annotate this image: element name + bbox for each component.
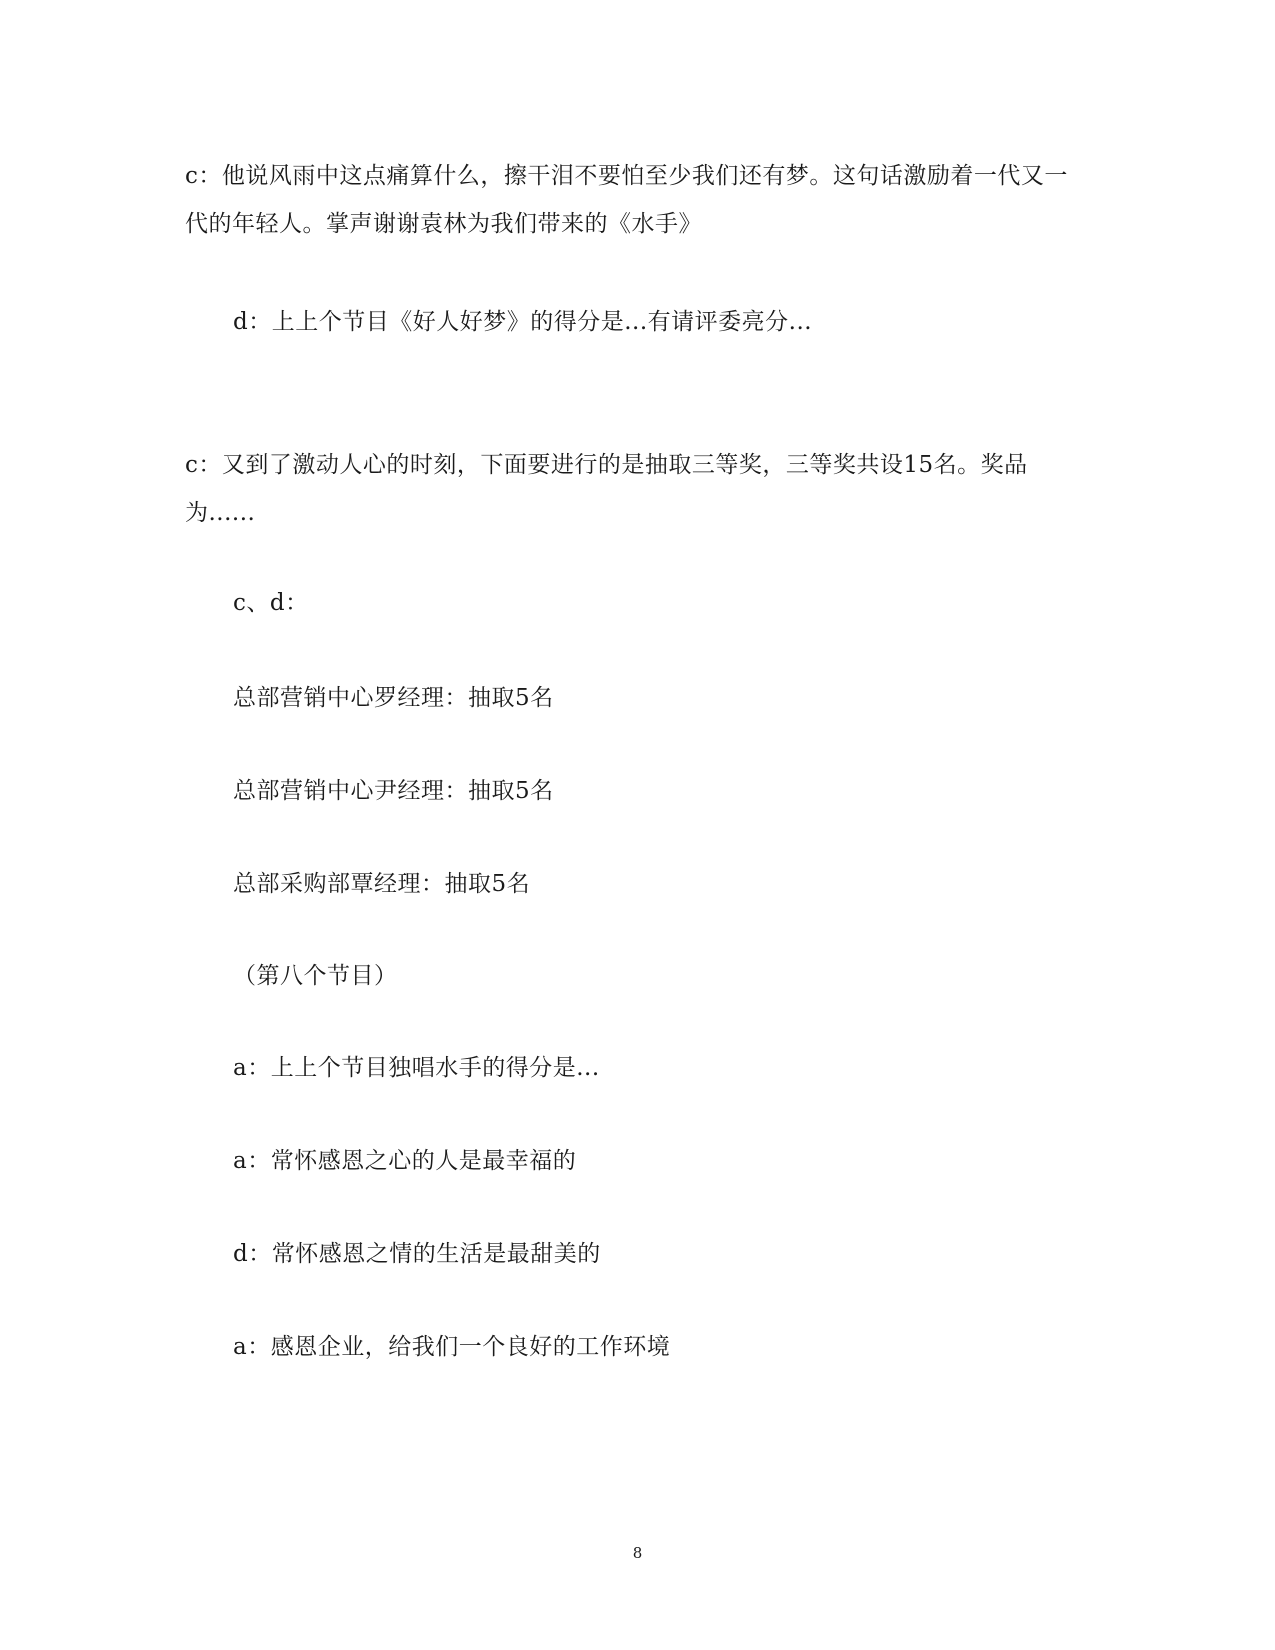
paragraph-a-gratitude-heart: a：常怀感恩之心的人是最幸福的 xyxy=(233,1148,577,1174)
paragraph-a-score-sailor: a：上上个节目独唱水手的得分是... xyxy=(233,1055,600,1081)
paragraph-program-eight-heading: （第八个节目） xyxy=(233,963,398,989)
paragraph-c-third-prize-intro: c：又到了激动人心的时刻，下面要进行的是抽取三等奖，三等奖共设15名。奖品为...... xyxy=(185,452,1028,526)
paragraph-c-dream-quote: c：他说风雨中这点痛算什么，擦干泪不要怕至少我们还有梦。这句话激励着一代又一代的年轻人。掌声谢谢袁林为我们带来的《水手》 xyxy=(185,163,1068,237)
paragraph-a-gratitude-enterprise: a：感恩企业，给我们一个良好的工作环境 xyxy=(233,1334,671,1360)
page-number: 8 xyxy=(632,1544,643,1562)
paragraph-draw-manager-qin: 总部采购部覃经理：抽取5名 xyxy=(233,871,531,897)
paragraph-c-d-speakers: c、d： xyxy=(233,590,309,616)
paragraph-draw-manager-luo: 总部营销中心罗经理：抽取5名 xyxy=(233,685,554,711)
paragraph-draw-manager-yin: 总部营销中心尹经理：抽取5名 xyxy=(233,778,554,804)
paragraph-d-gratitude-life: d：常怀感恩之情的生活是最甜美的 xyxy=(233,1241,601,1267)
paragraph-d-score-announcement: d：上上个节目《好人好梦》的得分是...有请评委亮分... xyxy=(233,309,813,335)
